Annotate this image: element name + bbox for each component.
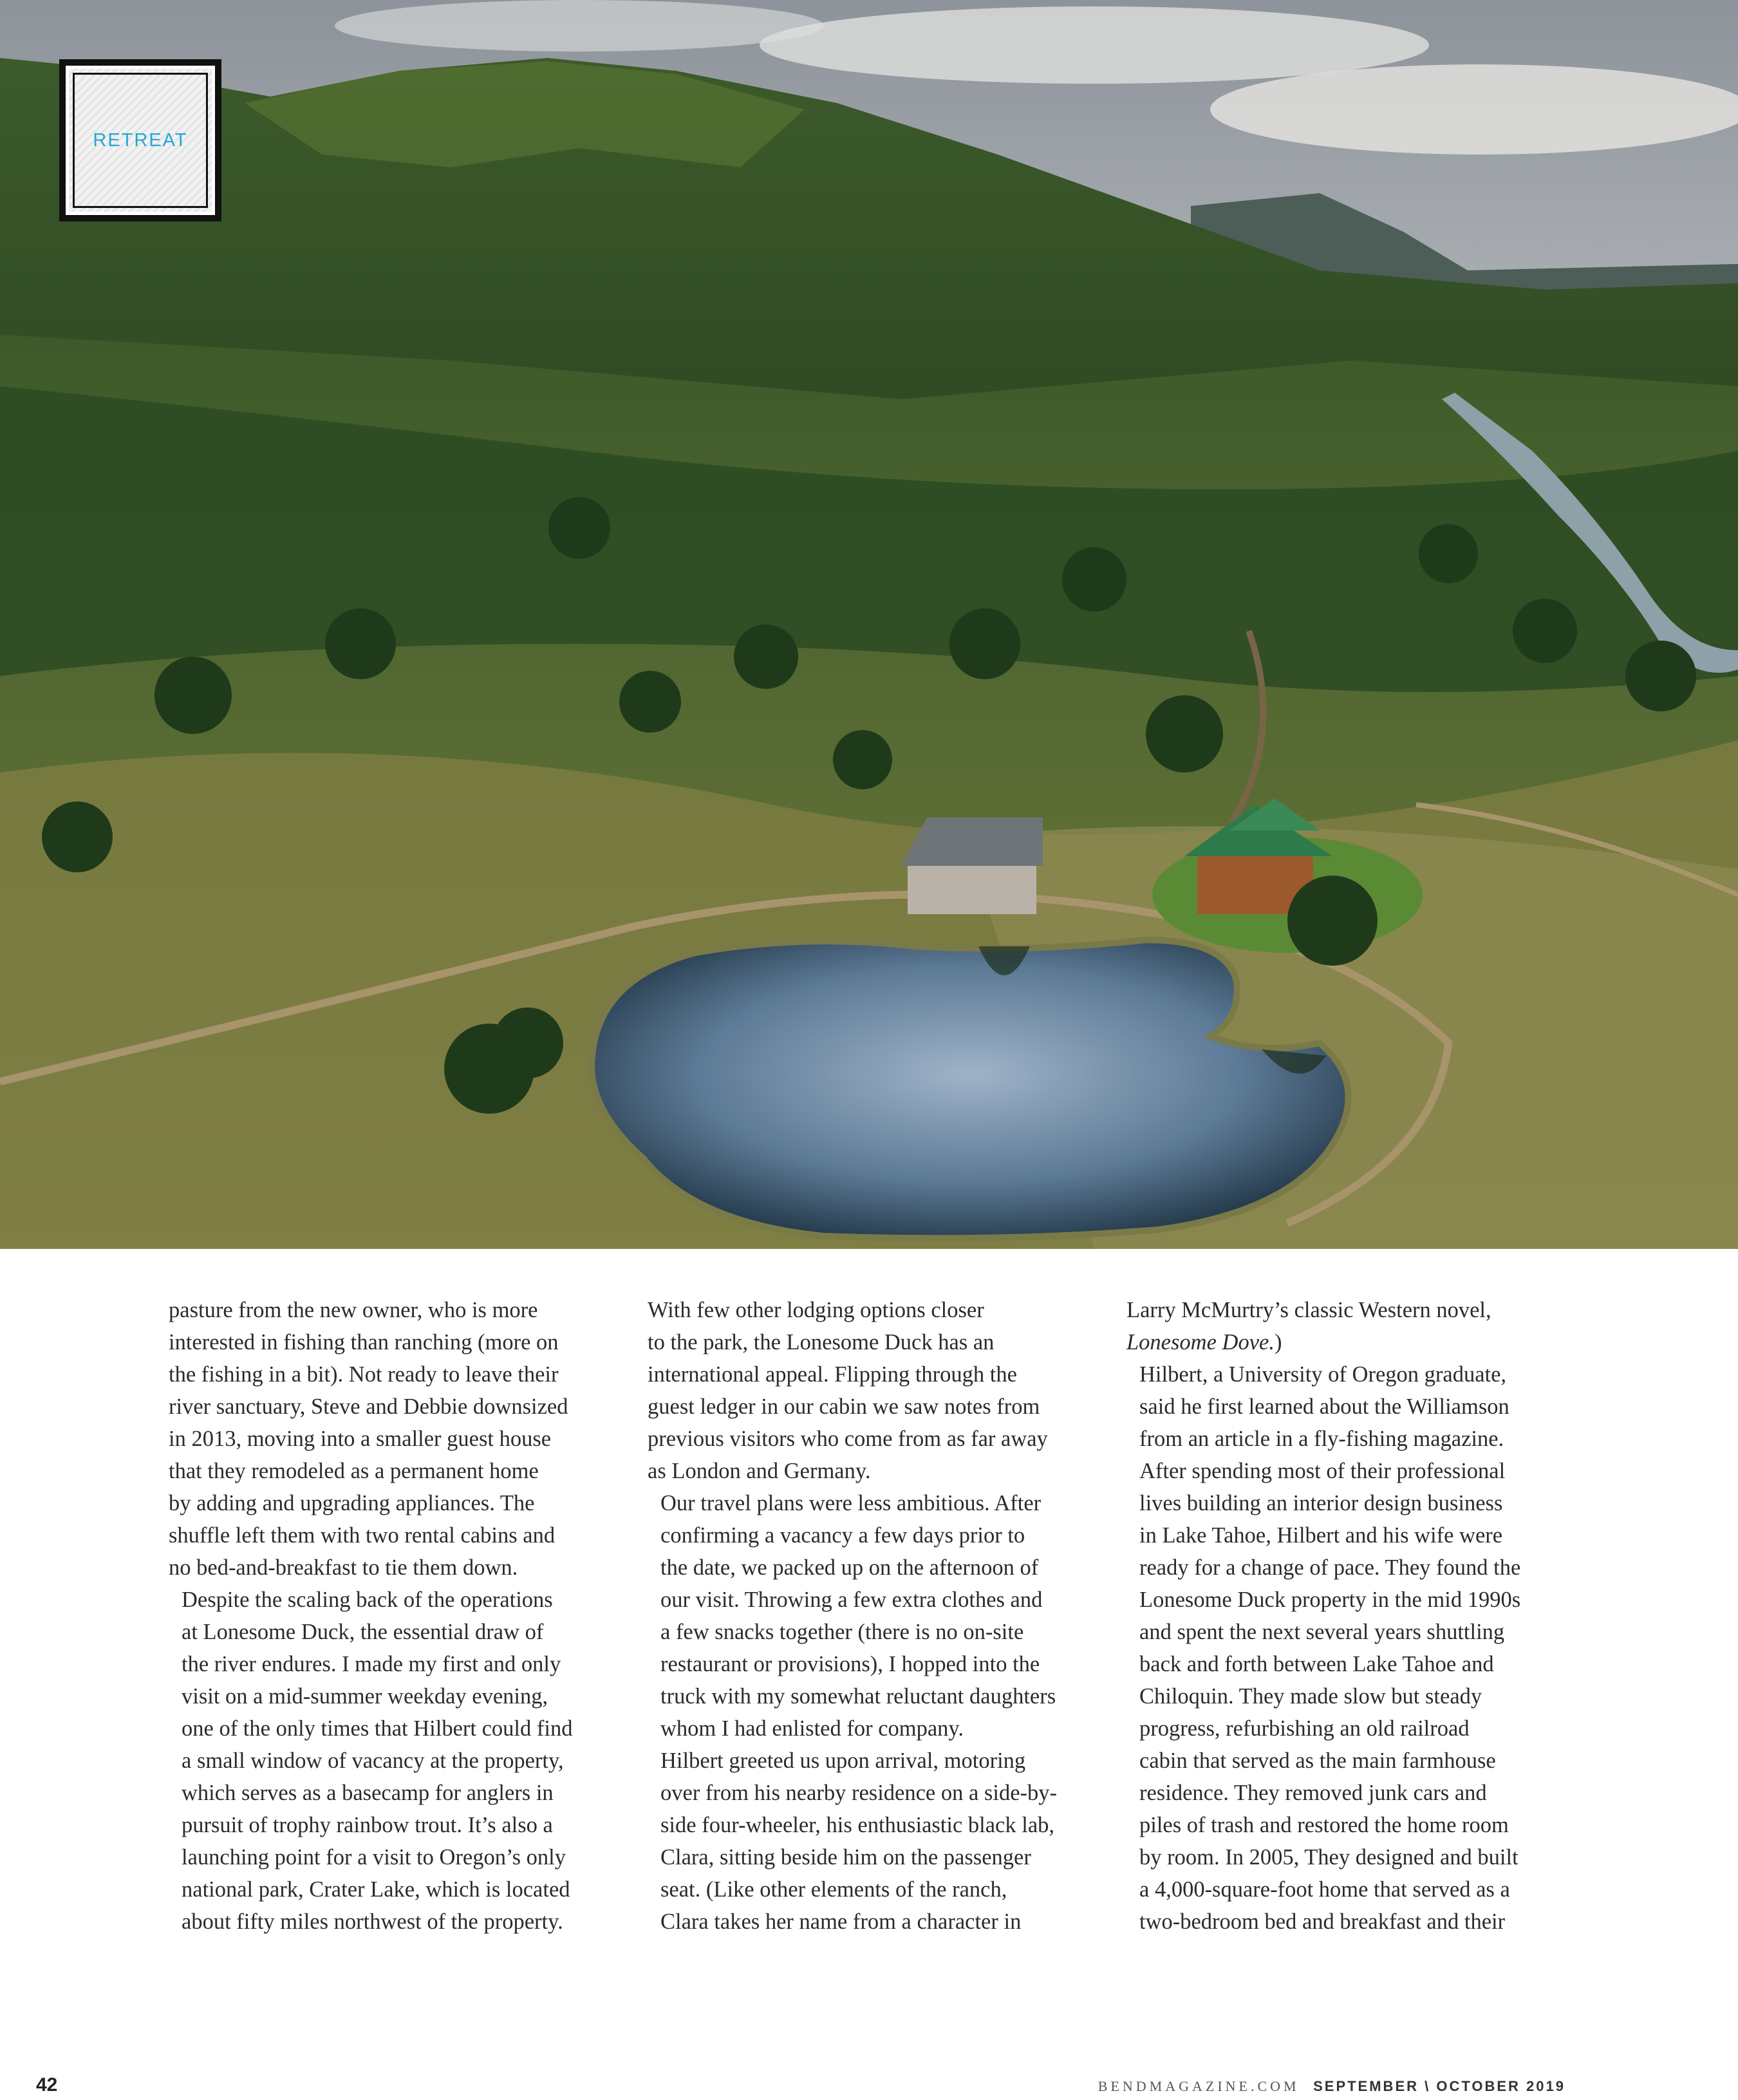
text-line: by adding and upgrading appliances. The: [169, 1491, 535, 1515]
text-line: launching point for a visit to Oregon’s only: [182, 1845, 566, 1870]
text-line: in 2013, moving into a smaller guest house: [169, 1427, 552, 1451]
text-line: in Lake Tahoe, Hilbert and his wife were: [1139, 1523, 1503, 1548]
text-line: Despite the scaling back of the operations: [182, 1588, 553, 1612]
text-line: one of the only times that Hilbert could find: [182, 1716, 573, 1741]
text-line: Lonesome Dove.): [1126, 1330, 1282, 1355]
page-number: 42: [36, 2074, 58, 2095]
paragraph: [1126, 1294, 1577, 1326]
text-line: which serves as a basecamp for anglers in: [182, 1781, 554, 1805]
text-line: the fishing in a bit). Not ready to leave their: [169, 1362, 559, 1387]
text-line: Hilbert, a University of Oregon graduate,: [1139, 1362, 1507, 1387]
text-line: over from his nearby residence on a side-by-: [660, 1781, 1057, 1805]
text-line: previous visitors who come from as far away: [648, 1427, 1048, 1451]
text-line: shuffle left them with two rental cabins and: [169, 1523, 556, 1548]
text-line: international appeal. Flipping through the: [648, 1362, 1017, 1387]
paragraph: [169, 1584, 619, 1938]
text-line: interested in fishing than ranching (more on: [169, 1330, 559, 1355]
text-line: side four-wheeler, his enthusiastic black lab,: [660, 1813, 1055, 1837]
text-line: Hilbert greeted us upon arrival, motoring: [660, 1748, 1026, 1773]
text-line: as London and Germany.: [648, 1459, 871, 1483]
text-line: After spending most of their professional: [1139, 1459, 1506, 1483]
text-line: truck with my somewhat reluctant daughters: [660, 1684, 1056, 1709]
text-line: a 4,000-square-foot home that served as a: [1139, 1877, 1510, 1902]
text-line: pursuit of trophy rainbow trout. It’s also a: [182, 1813, 553, 1837]
text-column-2: [648, 1294, 1098, 1938]
text-line: pasture from the new owner, who is more: [169, 1298, 538, 1322]
text-line: national park, Crater Lake, which is located: [182, 1877, 570, 1902]
text-line: and spent the next several years shuttling: [1139, 1620, 1505, 1644]
text-line: at Lonesome Duck, the essential draw of: [182, 1620, 544, 1644]
text-line: to the park, the Lonesome Duck has an: [648, 1330, 995, 1355]
footer-issue: SEPTEMBER \ OCTOBER 2019: [1313, 2078, 1565, 2094]
paragraph: [648, 1745, 1098, 1938]
text-line: our visit. Throwing a few extra clothes and: [660, 1588, 1043, 1612]
text-line: Lonesome Duck property in the mid 1990s: [1139, 1588, 1521, 1612]
section-tag: [59, 59, 221, 221]
text-line: a few snacks together (there is no on-site: [660, 1620, 1024, 1644]
text-line: With few other lodging options closer: [648, 1298, 984, 1322]
text-line: said he first learned about the Williamson: [1139, 1394, 1509, 1419]
text-line: lives building an interior design business: [1139, 1491, 1503, 1515]
text-line: from an article in a fly-fishing magazine.: [1139, 1427, 1504, 1451]
text-line: Larry McMurtry’s classic Western novel,: [1126, 1298, 1491, 1322]
text-line: that they remodeled as a permanent home: [169, 1459, 539, 1483]
text-column-3: [1126, 1294, 1577, 1938]
text-line: the river endures. I made my first and only: [182, 1652, 561, 1676]
text-line: restaurant or provisions), I hopped into the: [660, 1652, 1040, 1676]
text-line: seat. (Like other elements of the ranch,: [660, 1877, 1007, 1902]
text-line: guest ledger in our cabin we saw notes from: [648, 1394, 1040, 1419]
text-line: a small window of vacancy at the property,: [182, 1748, 564, 1773]
paragraph: [648, 1294, 1098, 1487]
text-line: Chiloquin. They made slow but steady: [1139, 1684, 1482, 1709]
text-line: cabin that served as the main farmhouse: [1139, 1748, 1496, 1773]
text-line: confirming a vacancy a few days prior to: [660, 1523, 1025, 1548]
text-line: Clara, sitting beside him on the passenger: [660, 1845, 1031, 1870]
text-line: piles of trash and restored the home room: [1139, 1813, 1509, 1837]
text-line: whom I had enlisted for company.: [660, 1716, 964, 1741]
text-line: residence. They removed junk cars and: [1139, 1781, 1487, 1805]
paragraph: [1126, 1326, 1577, 1358]
text-line: two-bedroom bed and breakfast and their: [1139, 1909, 1506, 1934]
text-column-1: [169, 1294, 619, 1938]
footer-site: BENDMAGAZINE.COM: [1098, 2078, 1300, 2094]
text-line: back and forth between Lake Tahoe and: [1139, 1652, 1494, 1676]
section-tag-frame: [66, 66, 215, 215]
paragraph: [1126, 1358, 1577, 1938]
text-line: progress, refurbishing an old railroad: [1139, 1716, 1470, 1741]
text-line: ready for a change of pace. They found the: [1139, 1555, 1521, 1580]
text-line: by room. In 2005, They designed and built: [1139, 1845, 1518, 1870]
text-line: no bed-and-breakfast to tie them down.: [169, 1555, 518, 1580]
text-line: visit on a mid-summer weekday evening,: [182, 1684, 548, 1709]
text-line: the date, we packed up on the afternoon of: [660, 1555, 1039, 1580]
section-tag-label: RETREAT: [93, 129, 188, 151]
text-line: Our travel plans were less ambitious. After: [660, 1491, 1042, 1515]
footer-folio: [1098, 2078, 1565, 2095]
text-line: river sanctuary, Steve and Debbie downsized: [169, 1394, 568, 1419]
paragraph: [648, 1487, 1098, 1745]
text-line: about fifty miles northwest of the property.: [182, 1909, 563, 1934]
paragraph: [169, 1294, 619, 1584]
text-line: Clara takes her name from a character in: [660, 1909, 1022, 1934]
